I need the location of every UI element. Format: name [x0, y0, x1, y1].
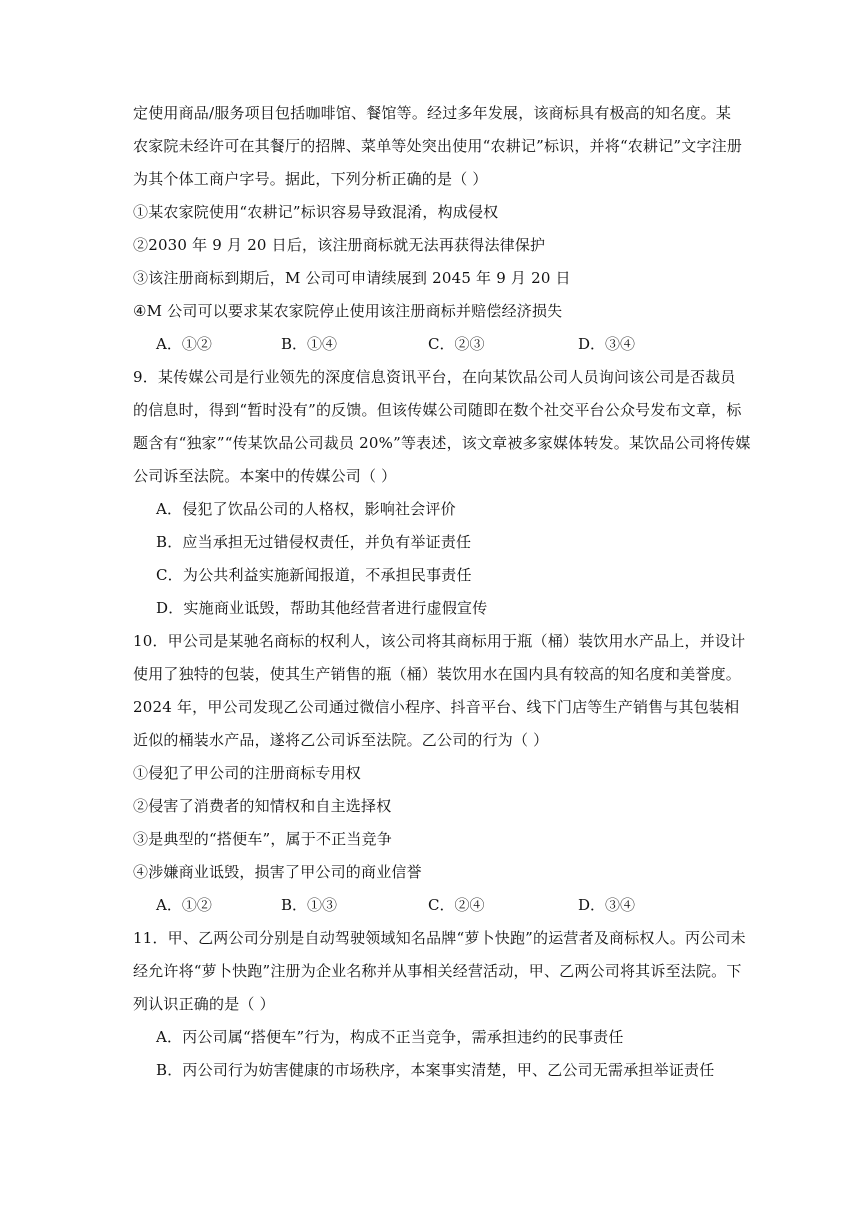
statement-item: ①某农家院使用“农耕记”标识容易导致混淆，构成侵权	[133, 203, 499, 221]
statement-item: ④M 公司可以要求某农家院停止使用该注册商标并赔偿经济损失	[133, 302, 563, 320]
statement-item: ①侵犯了甲公司的注册商标专用权	[133, 764, 362, 782]
choice-b: B．①④	[281, 335, 338, 353]
question-stem-line: 为其个体工商户字号。据此，下列分析正确的是（ ）	[133, 170, 488, 188]
choice-a: A．①②	[156, 896, 212, 914]
question-10	[133, 632, 746, 914]
statement-item: ④涉嫌商业诋毁，损害了甲公司的商业信誉	[133, 863, 422, 881]
question-stem-line: 2024 年，甲公司发现乙公司通过微信小程序、抖音平台、线下门店等生产销售与其包装相	[133, 698, 740, 716]
question-stem-line: 题含有“独家”“传某饮品公司裁员 20%”等表述，该文章被多家媒体转发。某饮品公司将传媒	[133, 434, 751, 452]
question-stem-line: 定使用商品/服务项目包括咖啡馆、餐馆等。经过多年发展，该商标具有极高的知名度。某	[133, 104, 732, 122]
question-stem-line: 经允许将“萝卜快跑”注册为企业名称并从事相关经营活动，甲、乙两公司将其诉至法院。下	[133, 962, 742, 980]
option-b: B．应当承担无过错侵权责任，并负有举证责任	[156, 533, 472, 551]
question-stem-line: 列认识正确的是（ ）	[133, 995, 275, 1013]
option-b: B．丙公司行为妨害健康的市场秩序，本案事实清楚，甲、乙公司无需承担举证责任	[156, 1061, 715, 1079]
option-a: A．侵犯了饮品公司的人格权，影响社会评价	[156, 500, 456, 518]
question-stem-line: 的信息时，得到“暂时没有”的反馈。但该传媒公司随即在数个社交平台公众号发布文章，标	[133, 401, 742, 419]
statement-item: ③是典型的“搭便车”，属于不正当竞争	[133, 830, 392, 848]
question-9	[133, 368, 751, 617]
choice-c: C．②③	[428, 335, 485, 353]
question-stem-line: 9．某传媒公司是行业领先的深度信息资讯平台，在向某饮品公司人员询问该公司是否裁员	[133, 368, 736, 386]
choice-d: D．③④	[578, 335, 636, 353]
choice-d: D．③④	[578, 896, 636, 914]
statement-item: ②侵害了消费者的知情权和自主选择权	[133, 797, 392, 815]
question-stem-line: 公司诉至法院。本案中的传媒公司（ ）	[133, 467, 397, 485]
choice-c: C．②④	[428, 896, 485, 914]
statement-item: ③该注册商标到期后，M 公司可申请续展到 2045 年 9 月 20 日	[133, 269, 571, 287]
option-a: A．丙公司属“搭便车”行为，构成不正当竞争，需承担违约的民事责任	[156, 1028, 624, 1046]
question-8	[133, 104, 743, 353]
question-stem-line: 使用了独特的包装，使其生产销售的瓶（桶）装饮用水在国内具有较高的知名度和美誉度。	[133, 665, 742, 683]
answer-choices	[133, 897, 733, 914]
option-c: C．为公共利益实施新闻报道，不承担民事责任	[156, 566, 472, 584]
question-stem-line: 10．甲公司是某驰名商标的权利人，该公司将其商标用于瓶（桶）装饮用水产品上，并设计	[133, 632, 746, 650]
answer-choices	[133, 336, 733, 353]
question-stem-line: 近似的桶装水产品，遂将乙公司诉至法院。乙公司的行为（ ）	[133, 731, 549, 749]
question-stem-line: 农家院未经许可在其餐厅的招牌、菜单等处突出使用“农耕记”标识，并将“农耕记”文字注册	[133, 137, 743, 155]
question-11	[133, 929, 746, 1079]
statement-item: ②2030 年 9 月 20 日后，该注册商标就无法再获得法律保护	[133, 236, 546, 254]
choice-a: A．①②	[156, 335, 212, 353]
exam-page	[133, 104, 751, 1095]
question-stem-line: 11．甲、乙两公司分别是自动驾驶领域知名品牌“萝卜快跑”的运营者及商标权人。丙公司未	[133, 929, 746, 947]
option-d: D．实施商业诋毁，帮助其他经营者进行虚假宣传	[156, 599, 488, 617]
choice-b: B．①③	[281, 896, 338, 914]
